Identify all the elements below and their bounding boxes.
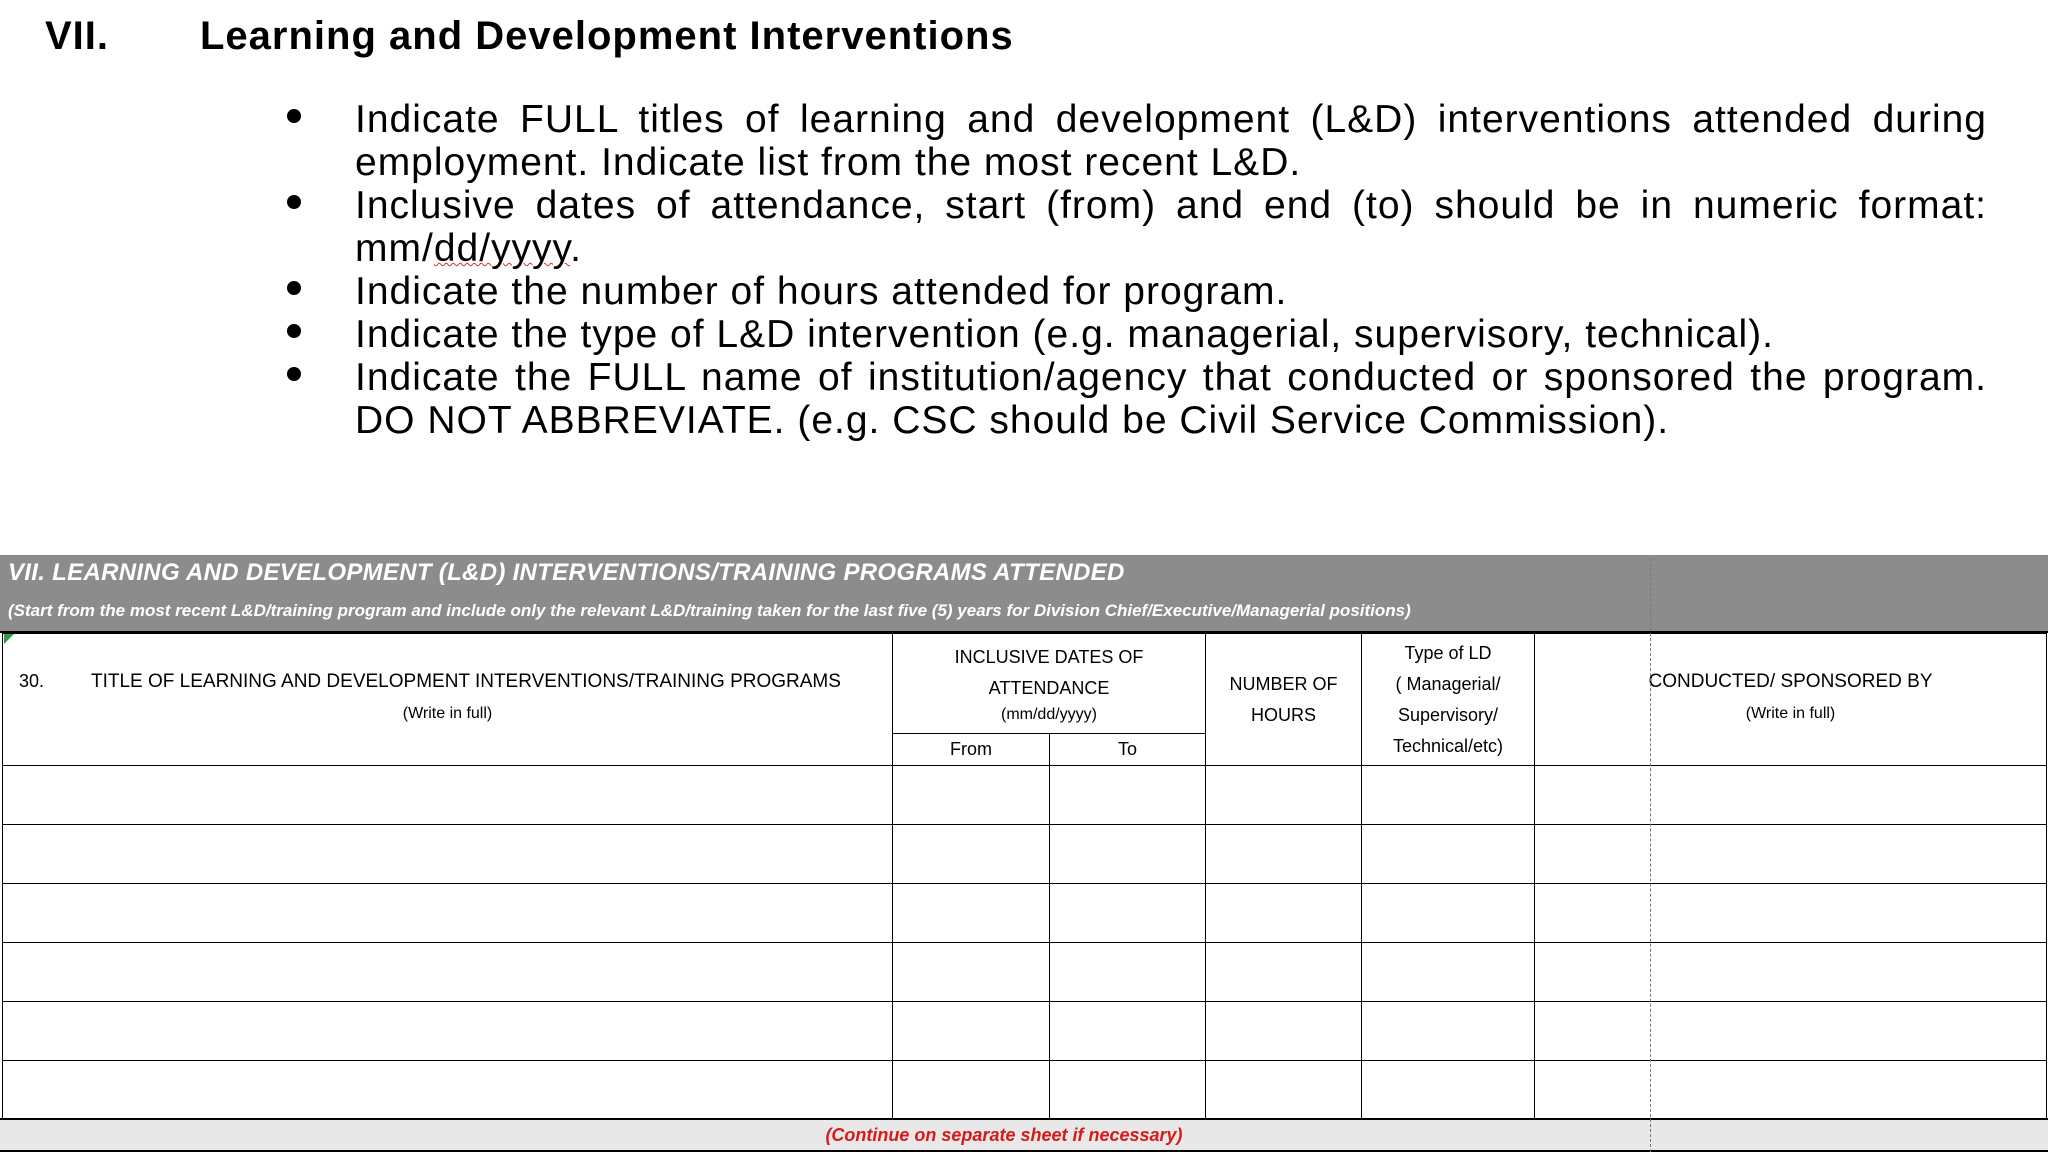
type-cell[interactable] bbox=[1362, 766, 1535, 825]
conducted-sublabel: (Write in full) bbox=[1745, 705, 1836, 722]
title-column-header bbox=[3, 634, 893, 766]
hours-cell[interactable] bbox=[1206, 825, 1362, 884]
type-label-line4: Technical/etc) bbox=[1392, 735, 1504, 756]
instruction-text: Inclusive dates of attendance, start (from) and end (to) should be in numeric format: mm/dd/yyyy. bbox=[355, 184, 1987, 270]
training-table bbox=[2, 633, 2047, 1120]
conducted-column-header bbox=[1535, 634, 2047, 766]
hours-label-line2: HOURS bbox=[1251, 704, 1317, 725]
to-column-header: To bbox=[1050, 734, 1206, 766]
from-column-header: From bbox=[893, 734, 1050, 766]
from-cell[interactable] bbox=[893, 1061, 1050, 1120]
instruction-item bbox=[275, 184, 1987, 270]
type-cell[interactable] bbox=[1362, 884, 1535, 943]
table-row bbox=[3, 1061, 2047, 1120]
item-number: 30. bbox=[19, 671, 45, 691]
from-cell[interactable] bbox=[893, 943, 1050, 1002]
type-cell[interactable] bbox=[1362, 825, 1535, 884]
hours-cell[interactable] bbox=[1206, 1002, 1362, 1061]
type-cell[interactable] bbox=[1362, 1061, 1535, 1120]
to-cell[interactable] bbox=[1050, 943, 1206, 1002]
title-column-label: TITLE OF LEARNING AND DEVELOPMENT INTERVENTIONS/TRAINING PROGRAMS bbox=[91, 671, 841, 692]
hours-cell[interactable] bbox=[1206, 1061, 1362, 1120]
to-cell[interactable] bbox=[1050, 825, 1206, 884]
instruction-item bbox=[275, 356, 1987, 442]
conducted-cell[interactable] bbox=[1535, 943, 2047, 1002]
table-row bbox=[3, 943, 2047, 1002]
section-number: VII. bbox=[45, 14, 110, 58]
instruction-text: Indicate the type of L&D intervention (e.g. managerial, supervisory, technical). bbox=[355, 313, 1774, 356]
table-row bbox=[3, 825, 2047, 884]
instruction-item bbox=[275, 270, 1987, 313]
type-label-line3: Supervisory/ bbox=[1397, 704, 1499, 725]
hours-label-line1: NUMBER OF bbox=[1229, 673, 1338, 694]
title-column-sublabel: (Write in full) bbox=[402, 705, 493, 722]
table-row bbox=[3, 884, 2047, 943]
type-cell[interactable] bbox=[1362, 1002, 1535, 1061]
title-cell[interactable] bbox=[3, 766, 893, 825]
conducted-cell[interactable] bbox=[1535, 884, 2047, 943]
training-form bbox=[0, 555, 2048, 1152]
table-row bbox=[3, 766, 2047, 825]
conducted-label: CONDUCTED/ SPONSORED BY bbox=[1648, 671, 1933, 692]
type-label-line1: Type of LD bbox=[1404, 642, 1492, 663]
hours-column-header bbox=[1206, 634, 1362, 766]
type-cell[interactable] bbox=[1362, 943, 1535, 1002]
from-cell[interactable] bbox=[893, 884, 1050, 943]
instruction-text: Indicate FULL titles of learning and development (L&D) interventions attended during employment. Indicate list from the most recent L&D. bbox=[355, 98, 1987, 184]
title-cell[interactable] bbox=[3, 825, 893, 884]
form-footer bbox=[0, 1118, 2048, 1152]
form-title: VII. LEARNING AND DEVELOPMENT (L&D) INTERVENTIONS/TRAINING PROGRAMS ATTENDED bbox=[8, 559, 1125, 586]
to-cell[interactable] bbox=[1050, 1061, 1206, 1120]
title-cell[interactable] bbox=[3, 1002, 893, 1061]
conducted-cell[interactable] bbox=[1535, 766, 2047, 825]
bullet-icon bbox=[287, 367, 301, 381]
from-cell[interactable] bbox=[893, 1002, 1050, 1061]
conducted-cell[interactable] bbox=[1535, 1002, 2047, 1061]
dates-label-line1: INCLUSIVE DATES OF bbox=[954, 647, 1144, 667]
bullet-icon bbox=[287, 109, 301, 123]
to-cell[interactable] bbox=[1050, 766, 1206, 825]
type-column-header bbox=[1362, 634, 1535, 766]
bullet-icon bbox=[287, 195, 301, 209]
conducted-cell[interactable] bbox=[1535, 825, 2047, 884]
form-header bbox=[0, 555, 2048, 633]
dates-format-label: (mm/dd/yyyy) bbox=[1001, 706, 1097, 723]
instruction-text: Indicate the FULL name of institution/agency that conducted or sponsored the program. DO NOT ABBREVIATE. (e.g. CSC should be Civil Service Commission). bbox=[355, 356, 1987, 442]
conducted-cell[interactable] bbox=[1535, 1061, 2047, 1120]
to-cell[interactable] bbox=[1050, 884, 1206, 943]
type-label-line2: ( Managerial/ bbox=[1395, 673, 1501, 694]
form-note: (Start from the most recent L&D/training program and include only the relevant L&D/training taken for the last five (5) years for Division Chief/Executive/Managerial positions) bbox=[8, 601, 1411, 620]
instruction-list bbox=[275, 98, 1987, 442]
bullet-icon bbox=[287, 324, 301, 338]
to-cell[interactable] bbox=[1050, 1002, 1206, 1061]
continue-note: (Continue on separate sheet if necessary) bbox=[825, 1125, 1183, 1145]
section-title: Learning and Development Interventions bbox=[200, 14, 1014, 58]
instruction-item bbox=[275, 98, 1987, 184]
cell-comment-marker-icon bbox=[4, 634, 14, 644]
from-cell[interactable] bbox=[893, 766, 1050, 825]
from-cell[interactable] bbox=[893, 825, 1050, 884]
instruction-text: Indicate the number of hours attended for program. bbox=[355, 270, 1288, 313]
hours-cell[interactable] bbox=[1206, 766, 1362, 825]
hours-cell[interactable] bbox=[1206, 943, 1362, 1002]
hours-cell[interactable] bbox=[1206, 884, 1362, 943]
page-break-line bbox=[1650, 558, 1651, 1152]
instruction-item bbox=[275, 313, 1987, 356]
table-row bbox=[3, 1002, 2047, 1061]
title-cell[interactable] bbox=[3, 943, 893, 1002]
bullet-icon bbox=[287, 281, 301, 295]
dates-column-header bbox=[893, 634, 1206, 734]
title-cell[interactable] bbox=[3, 884, 893, 943]
dates-label-line2: ATTENDANCE bbox=[988, 678, 1110, 698]
title-cell[interactable] bbox=[3, 1061, 893, 1120]
